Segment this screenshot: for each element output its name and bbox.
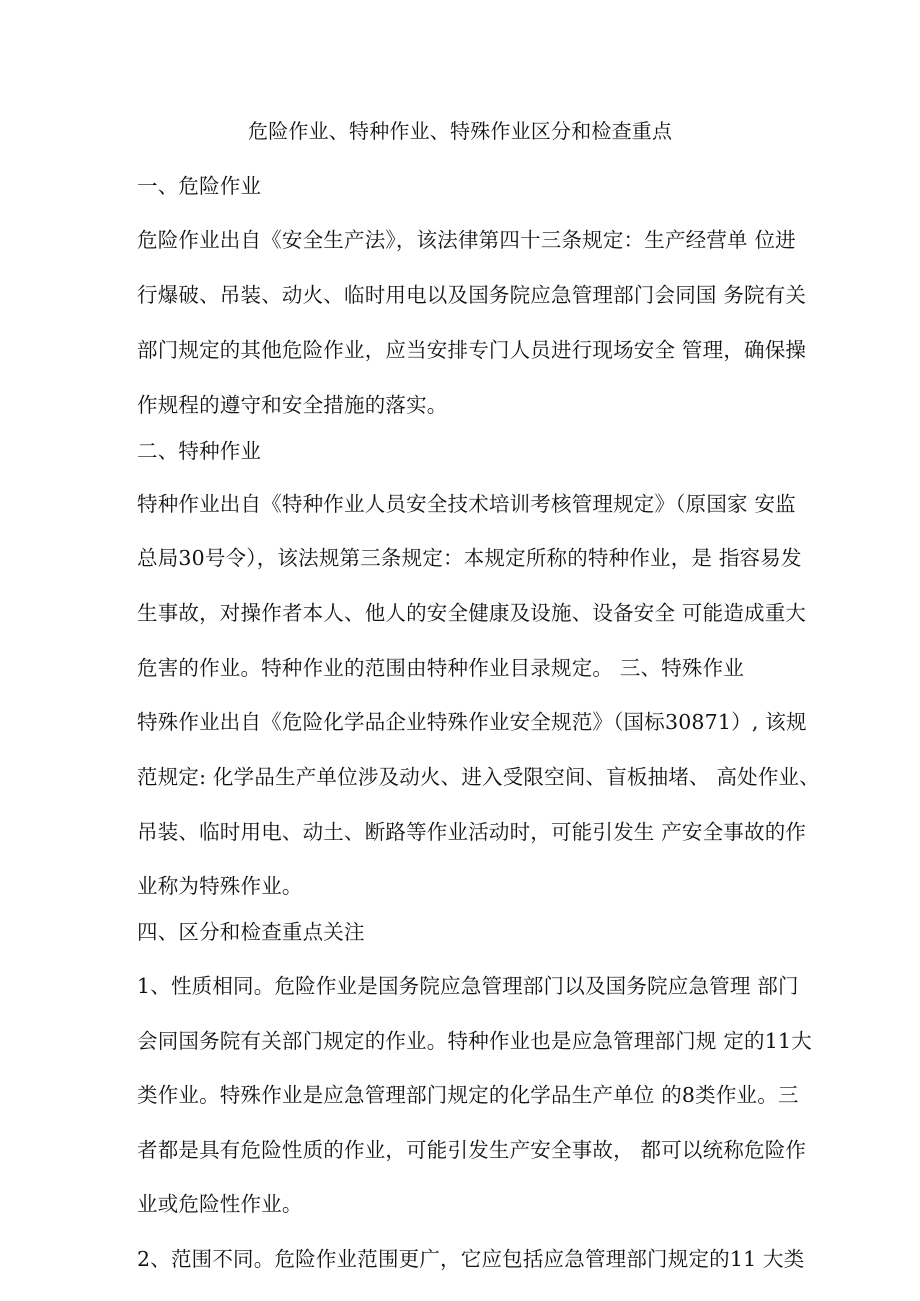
paragraph-line: 1、性质相同。危险作业是国务院应急管理部门以及国务院应急管理 部门 — [137, 974, 799, 998]
paragraph-line: 类作业。特殊作业是应急管理部门规定的化学品生产单位 的8类作业。三 — [137, 1083, 799, 1107]
paragraph-line: 业或危险性作业。 — [137, 1192, 303, 1216]
paragraph-line: 总局30号令），该法规第三条规定：本规定所称的特种作业，是 指容易发 — [137, 546, 802, 570]
paragraph-line: 生事故，对操作者本人、他人的安全健康及设施、设备安全 可能造成重大 — [137, 601, 807, 625]
paragraph-line: 特种作业出自《特种作业人员安全技术培训考核管理规定》（原国家 安监 — [137, 492, 796, 516]
paragraph-line: 行爆破、吊装、动火、临时用电以及国务院应急管理部门会同国 务院有关 — [137, 283, 807, 307]
paragraph-line: 会同国务院有关部门规定的作业。特种作业也是应急管理部门规 定的11大 — [137, 1029, 812, 1053]
document-title: 危险作业、特种作业、特殊作业区分和检查重点 — [248, 119, 673, 143]
section-heading-1: 一、危险作业 — [137, 174, 262, 198]
paragraph-line: 者都是具有危险性质的作业，可能引发生产安全事故， 都可以统称危险作 — [137, 1138, 807, 1162]
paragraph-line: 范规定: 化学品生产单位涉及动火、进入受限空间、盲板抽堵、 高处作业、 — [137, 765, 820, 789]
paragraph-line: 危险作业出自《安全生产法》，该法律第四十三条规定：生产经营单 位进 — [137, 228, 796, 252]
paragraph-line: 2、范围不同。危险作业范围更广，它应包括应急管理部门规定的11 大类 — [137, 1247, 805, 1271]
paragraph-line: 特殊作业出自《危险化学品企业特殊作业安全规范》（国标30871）, 该规 — [137, 710, 807, 734]
paragraph-line: 吊装、临时用电、动土、断路等作业活动时，可能引发生 产安全事故的作 — [137, 820, 807, 844]
paragraph-line: 作规程的遵守和安全措施的落实。 — [137, 393, 448, 417]
paragraph-line: 危害的作业。特种作业的范围由特种作业目录规定。 三、特殊作业 — [137, 656, 745, 680]
section-heading-4: 四、区分和检查重点关注 — [137, 920, 365, 944]
paragraph-line: 部门规定的其他危险作业，应当安排专门人员进行现场安全 管理，确保操 — [137, 338, 807, 362]
paragraph-line: 业称为特殊作业。 — [137, 874, 303, 898]
section-heading-2: 二、特种作业 — [137, 439, 262, 463]
